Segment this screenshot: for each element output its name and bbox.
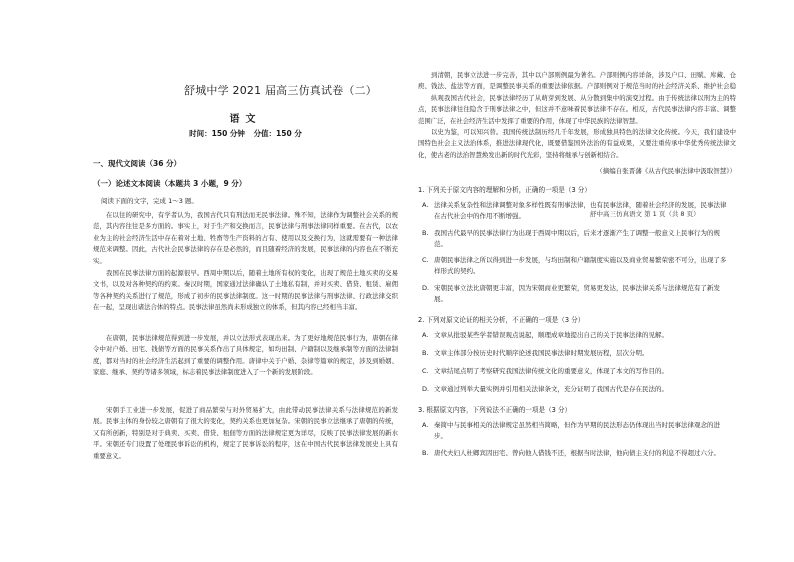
option-letter: D. — [422, 284, 430, 292]
passage-paragraph-7: 以史为鉴，可以知兴替。我国传统法制历经几千年发展，形成独具特色的法律文化传统。今天，我们建设中国特色社会主义法治体系，推进法律现代化，既要借鉴国外法治的有益成果，又要注重传承中华优秀传统法律文化，使古老的法治智慧焕发出新的时代光彩，坚持将继承与创新相结合。 — [418, 128, 736, 159]
option-letter: A. — [422, 421, 429, 429]
subsection-heading: （一）论述文本阅读（本题共 3 小题，9 分） — [93, 179, 247, 188]
option-text: 唐朝民事法律之所以得到进一步发展，与均田制和户籍制度实施以及商业贸易繁荣密不可分，出现了多样形式的契约。 — [434, 256, 727, 276]
passage-paragraph-6: 纵观我国古代社会，民事法律经历了从萌芽到发展、从分散到集中的演变过程。由于传统法律以刑为主的特点，民事法律往往隐含于刑事法律之中，但这并不意味着民事法律不存在。相反，古代民事法律内容丰富、调整范围广泛，在社会经济生活中发挥了重要的作用，体现了中华民族的法律智慧。 — [418, 94, 736, 125]
option-text: 法律关系复杂性和法律调整对象多样性既有刑事法律，也有民事法律，随着社会经济的发展，民事法律在古代社会中的作用不断增强。 — [434, 201, 727, 221]
passage-paragraph-1: 在以往的研究中，有学者认为，我国古代只有刑法而无民事法律。殊不知，法律作为调整社会关系的规范，其内容往往是多方面的。事实上，对于生产和交换而言，民事法律与刑事法律同样重要。在古代，以农业为主的社会经济生活中存在着对土地、牲畜等生产资料的占有、使用以及交换行为，这就需要有一种法律规范来调整。因此，古代社会民事法律的存在是必然的，而且随着经济的发展，民事法律的内容也在不断充实。 — [93, 211, 398, 265]
option-letter: A. — [422, 331, 429, 339]
option-letter: B. — [422, 449, 429, 457]
question-2-option-a[interactable] — [422, 330, 732, 341]
option-text: 唐代夫妇人杜卿宾因田宅、曾向他人借钱不还，根据当时法律，他向债主支付的利息不得超过六分。 — [434, 449, 720, 457]
question-2-stem: 2. 下列对原文论证的相关分析，不正确的一项是（3 分） — [418, 316, 585, 324]
option-text: 宋朝民事立法比唐朝更丰富，因为宋朝商业更繁荣，贸易更发达，民事法律关系与法律规范有了新发展。 — [434, 284, 720, 304]
question-3-option-a[interactable] — [422, 420, 732, 442]
question-2-option-d[interactable] — [422, 384, 732, 395]
option-text: 文章通过列举大量实例并引用相关法律条文，充分证明了我国古代是存在民法的。 — [434, 385, 668, 393]
option-letter: B. — [422, 229, 429, 237]
exam-meta — [93, 128, 398, 139]
question-3-option-b[interactable] — [422, 448, 732, 470]
passage-paragraph-2: 我国在民事法律方面的起源很早。西周中期以后，随着土地所有权的变化，出现了规范土地买卖的交易文书，以及对各种契约的约束。秦汉时期，国家通过法律确认了土地私有制，并对买卖、借贷、租赁、雇佣等各种契约关系进行了规范，形成了初步的民事法律制度。这一时期的民事法律与刑事法律、行政法律交织在一起，呈现出诸法合体的特点。民事法律虽然尚未形成独立的体系，但其内容已经相当丰富。 — [93, 269, 398, 312]
option-text: 文章主体部分按历史时代顺序论述我国民事法律时期发展历程，层次分明。 — [434, 349, 649, 357]
exam-title: 舒城中学 2021 届高三仿真试卷（二） — [184, 84, 377, 97]
option-text: 文章从批驳某些学者错误观点说起，顺理成章地提出自己的关于民事法律的见解。 — [434, 331, 668, 339]
passage-paragraph-4: 宋朝手工业进一步发展，促进了商品繁荣与对外贸易扩大，由此带动民事法律关系与法律规范的新发展。民事主体的身份较之唐朝有了很大的变化，契约关系也更加复杂。宋朝的民事立法继承了唐朝的传统，又有所创新，特别是对于典卖、买卖、借贷、租佃等方面的法律规定更为详尽，反映了民事法律发展的新水平。宋朝还专门设置了处理民事诉讼的机构，规定了民事诉讼的程序，这在中国古代民事法律发展史上具有重要意义。 — [93, 406, 398, 460]
option-letter: C. — [422, 256, 429, 264]
option-letter: D. — [422, 385, 430, 393]
passage-paragraph-5: 到清朝，民事立法进一步完善，其中以户部则例最为著名。户部则例内容详备，涉及户口、田赋、库藏、仓庾、钱法、盐法等方面，是调整民事关系的重要法律依据。户部则例对于规范当时的社会经济关系、维护社会稳 — [418, 71, 736, 91]
option-letter: A. — [422, 201, 429, 209]
question-1-option-b[interactable] — [422, 228, 732, 250]
section-heading: 一、现代文阅读（36 分） — [93, 159, 182, 168]
option-letter: C. — [422, 367, 429, 375]
option-text: 秦简中与民事相关的法律规定虽然相当简略，但作为早期的民法形态仍体现出当时民事法律观念的进步。 — [434, 421, 720, 441]
question-2-option-c[interactable] — [422, 366, 732, 377]
exam-time: 时间：150 分钟 — [189, 129, 245, 138]
subject-title: 语文 — [229, 114, 262, 125]
reading-instruction: 阅读下面的文字，完成 1～3 题。 — [101, 197, 198, 205]
question-1-stem: 1. 下列关于原文内容的理解和分析，正确的一项是（3 分） — [418, 186, 591, 194]
passage-paragraph-3: 在唐朝，民事法律规范得到进一步发展，并以立法形式表现出来。为了更好地规范民事行为，唐朝在律令中对户婚、田宅、钱债等方面的民事关系作出了具体规定，如均田制、户籍制以及继承制等方面的法律制度，都对当时的社会经济生活起到了重要的调整作用。唐律中关于户婚、杂律等篇章的规定，涉及到婚姻、家庭、继承、契约等诸多领域，标志着民事法律制度进入了一个新的发展阶段。 — [93, 334, 398, 377]
question-1-option-c[interactable] — [422, 255, 732, 277]
page-footer: 舒中高三仿真语文 第 1 页（共 8 页） — [590, 210, 700, 218]
option-text: 我国古代最早的民事法律行为出现于西周中期以后，后来才逐渐产生了调整一般意义上民事行为的规范。 — [434, 229, 720, 249]
question-2-option-b[interactable] — [422, 348, 732, 359]
option-letter: B. — [422, 349, 429, 357]
question-1-option-d[interactable] — [422, 283, 732, 305]
question-3-stem: 3. 根据原文内容，下列说法不正确的一项是（3 分） — [418, 406, 572, 414]
exam-score: 分值：150 分 — [253, 129, 302, 138]
option-text: 文章结尾点明了考察研究我国法律传统文化的重要意义，体现了本文的写作目的。 — [434, 367, 668, 375]
source-attribution: （摘编自张晋藩《从古代民事法律中汲取智慧》） — [596, 167, 736, 175]
